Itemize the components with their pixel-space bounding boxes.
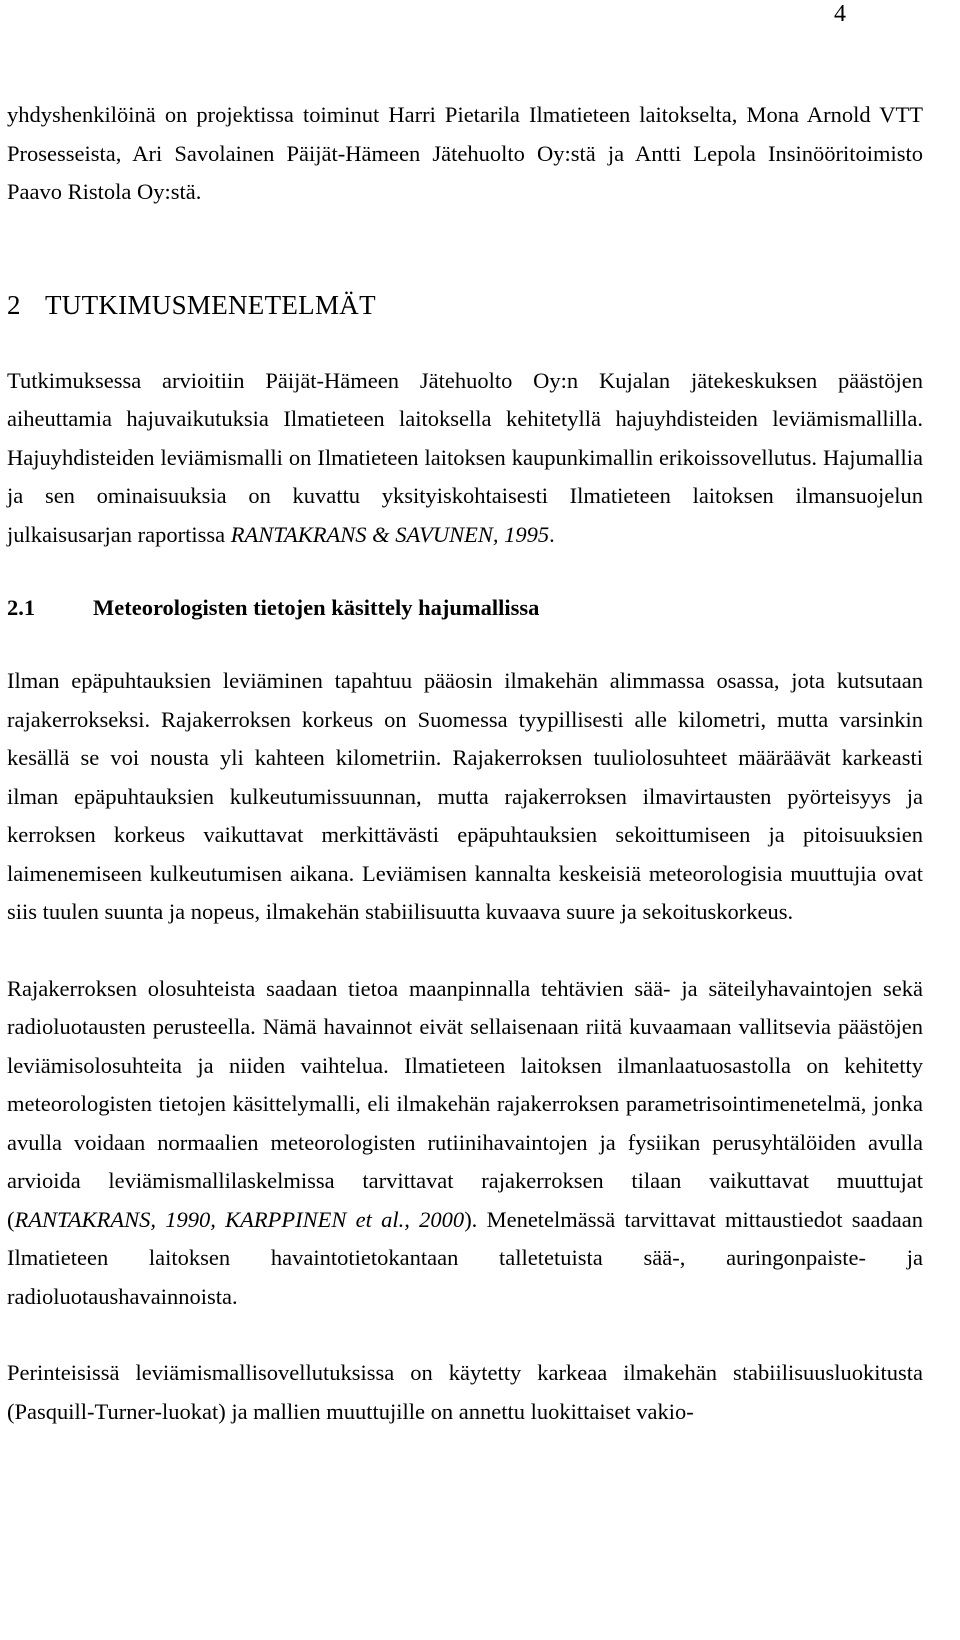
citation-rantakrans-savunen: RANTAKRANS & SAVUNEN, 1995: [230, 521, 550, 547]
citation-separator: ,: [210, 1206, 226, 1232]
methods-paragraph-end: .: [549, 521, 555, 547]
methods-paragraph-text: Tutkimuksessa arvioitiin Päijät-Hämeen Jätehuolto Oy:n Kujalan jätekeskuksen päästöjen aiheuttamia hajuvaikutuksia Ilmatieteen laitoksella kehitetyllä hajuyhdisteiden leviämismallilla. Hajuyhdisteiden leviämismalli on Ilmatieteen laitoksen kaupunkimallin erikoissovellutus. Hajumallia ja sen ominaisuuksia on kuvattu yksityiskohtaisesti Ilmatieteen laitoksen ilmansuojelun julkaisusarjan raportissa: [7, 367, 923, 547]
section-number: 2.1: [7, 595, 36, 620]
citation-karppinen: KARPPINEN et al., 2000: [225, 1206, 465, 1232]
chapter-heading: [7, 287, 923, 323]
document-body: [7, 96, 923, 1431]
observations-paragraph: [7, 970, 923, 1317]
chapter-number: 2: [7, 289, 21, 320]
stability-paragraph: Perinteisissä leviämismallisovellutuksissa on käytetty karkeaa ilmakehän stabiilisuusluokitusta (Pasquill-Turner-luokat) ja mallien muuttujille on annettu luokittaiset vakio-: [7, 1360, 923, 1424]
methods-paragraph: [7, 362, 923, 555]
citation-rantakrans: RANTAKRANS, 1990: [14, 1206, 211, 1232]
intro-paragraph: yhdyshenkilöinä on projektissa toiminut Harri Pietarila Ilmatieteen laitokselta, Mona Arnold VTT Prosesseista, Ari Savolainen Päijät-Hämeen Jätehuolto Oy:stä ja Antti Lepola Insinööritoimisto Paavo Ristola Oy:stä.: [7, 102, 923, 204]
chapter-title: TUTKIMUSMENETELMÄT: [45, 289, 376, 320]
page-number: 4: [834, 1, 846, 27]
observations-paragraph-end: ). Menetelmässä tarvittavat mittaustiedot saadaan Ilmatieteen laitoksen havaintotietokantaan talletetuista sää-, auringonpaiste- ja radioluotaushavainnoista.: [7, 1206, 923, 1309]
section-title: Meteorologisten tietojen käsittely hajumallissa: [93, 595, 540, 620]
boundary-layer-paragraph: Ilman epäpuhtauksien leviäminen tapahtuu pääosin ilmakehän alimmassa osassa, jota kutsutaan rajakerrokseksi. Rajakerroksen korkeus on Suomessa tyypillisesti alle kilometri, mutta varsinkin kesällä se voi nousta yli kahteen kilometriin. Rajakerroksen tuuliolosuhteet määräävät karkeasti ilman epäpuhtauksien kulkeutumissuunnan, mutta rajakerroksen ilmavirtausten pyörteisyys ja kerroksen korkeus vaikuttavat merkittävästi epäpuhtauksien sekoittumiseen ja pitoisuuksien laimenemiseen kulkeutumisen aikana. Leviämisen kannalta keskeisiä meteorologisia muuttujia ovat siis tuulen suunta ja nopeus, ilmakehän stabiilisuutta kuvaava suure ja sekoituskorkeus.: [7, 668, 923, 924]
section-heading: [7, 589, 923, 627]
observations-paragraph-text: Rajakerroksen olosuhteista saadaan tietoa maanpinnalla tehtävien sää- ja säteilyhavaintojen sekä radioluotausten perusteella. Nämä havainnot eivät sellaisenaan riitä kuvaamaan vallitsevia päästöjen leviämisolosuhteita ja niiden vaihtelua. Ilmatieteen laitoksen ilmanlaatuosastolla on kehitetty meteorologisten tietojen käsittelymalli, eli ilmakehän rajakerroksen parametrisointimenetelmä, jonka avulla voidaan normaalien meteorologisten rutiinihavaintojen ja fysiikan perusyhtälöiden avulla arvioida leviämismallilaskelmissa tarvittavat rajakerroksen tilaan vaikuttavat muuttujat (: [7, 975, 923, 1232]
